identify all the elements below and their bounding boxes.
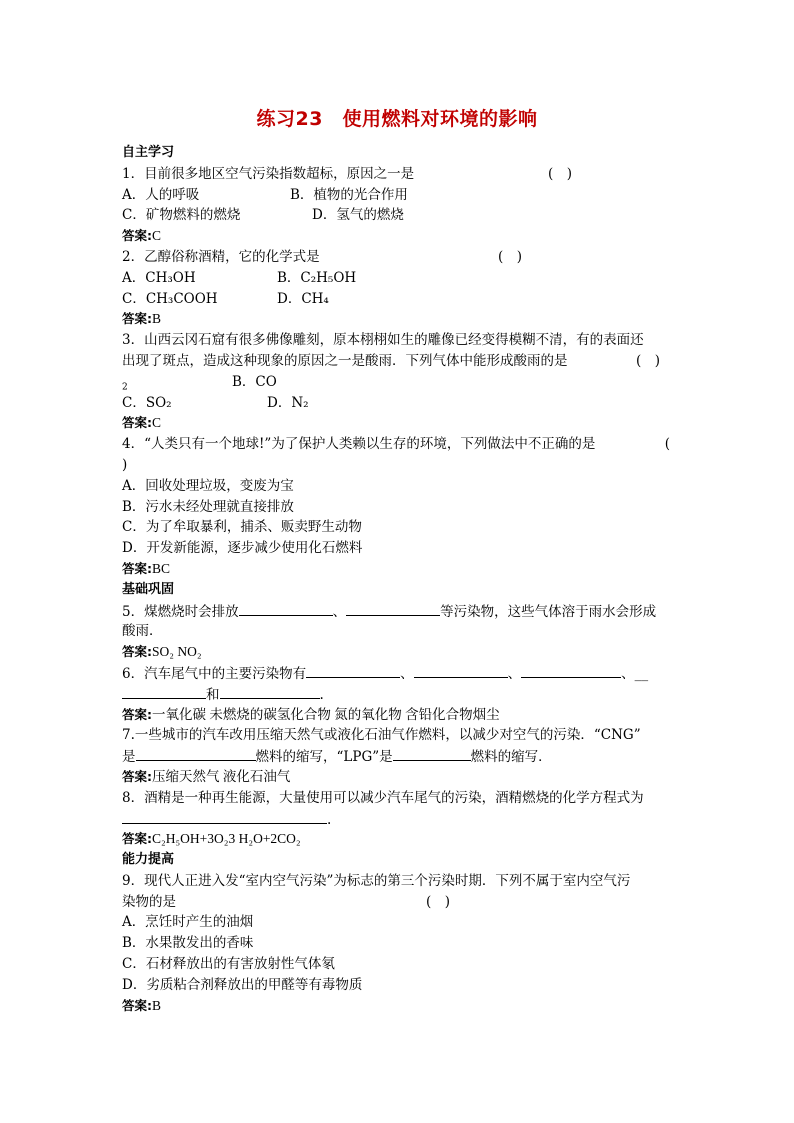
option-a: A．CH₃OH	[122, 269, 196, 286]
question-1-options-row2	[122, 205, 672, 226]
question-text: 是	[122, 749, 136, 766]
question-6-line1	[122, 663, 672, 684]
answer-label: 答案:	[122, 997, 152, 1013]
question-9-line1: 9．现代人正进入发“室内空气污染”为标志的第三个污染时期．下列不属于室内空气污	[122, 872, 631, 889]
question-2-options-row1	[122, 268, 672, 289]
separator: 、	[507, 665, 522, 682]
question-text: 燃料的缩写，“LPG”是	[255, 749, 393, 766]
option-a: A．回收处理垃圾，变废为宝	[122, 477, 294, 494]
answer-value: 一氧化碳 未燃烧的碳氢化合物 氮的氧化物 含铅化合物烟尘	[152, 706, 500, 722]
option-d: D．氢气的燃烧	[312, 207, 404, 224]
period: .	[319, 686, 324, 703]
fill-blank[interactable]	[122, 809, 327, 824]
option-a: A．烹饪时产生的油烟	[122, 914, 254, 931]
option-c: C．石材释放出的有害放射性气体氡	[122, 956, 335, 973]
section-heading: 基础巩固	[122, 581, 175, 597]
question-6-line2	[122, 684, 672, 705]
answer-value: B	[152, 997, 162, 1013]
question-text: 染物的是	[122, 893, 176, 910]
separator: 、	[400, 665, 414, 682]
fill-blank[interactable]	[136, 746, 256, 761]
separator: 、__	[621, 665, 649, 682]
page-title: 练习23 使用燃料对环境的影响	[256, 108, 538, 130]
fill-blank[interactable]	[393, 746, 471, 761]
option-b: B．水果散发出的香味	[122, 935, 254, 952]
option-b: B．CO	[232, 373, 277, 390]
option-a: A．人的呼吸	[122, 186, 200, 203]
question-3-line1: 3．山西云冈石窟有很多佛像雕刻，原本栩栩如生的雕像已经变得模糊不清，有的表面还	[122, 332, 644, 349]
option-c: C．SO₂	[122, 394, 172, 411]
question-text: 2．乙醇俗称酒精，它的化学式是	[122, 248, 320, 265]
question-3-line2	[122, 351, 672, 372]
answer-paren-open: (	[664, 436, 670, 453]
option-d: D．开发新能源，逐步减少使用化石燃料	[122, 540, 363, 557]
question-9-answer	[122, 996, 672, 1017]
question-2-answer	[122, 309, 672, 330]
question-1-answer	[122, 226, 672, 247]
answer-paren: ( )	[497, 248, 522, 265]
question-7-line2	[122, 746, 672, 767]
question-5-answer	[122, 642, 672, 663]
fill-blank[interactable]	[346, 601, 440, 616]
answer-label: 答案:	[122, 228, 152, 244]
answer-label: 答案:	[122, 560, 152, 576]
question-text: 燃料的缩写．	[470, 749, 552, 766]
question-text: 等污染物，这些气体溶于雨水会形成	[440, 603, 657, 620]
question-text: 1．目前很多地区空气污染指数超标，原因之一是	[122, 165, 415, 182]
question-3-options-row2	[122, 393, 672, 414]
answer-paren: ( )	[635, 352, 660, 369]
answer-paren-close: )	[122, 456, 128, 473]
option-d: D．劣质粘合剂释放出的甲醛等有毒物质	[122, 976, 363, 993]
option-c: C．矿物燃料的燃烧	[122, 207, 241, 224]
question-8-line2	[122, 809, 672, 830]
section-heading: 自主学习	[122, 145, 175, 160]
question-8-line1: 8．酒精是一种再生能源，大量使用可以减少汽车尾气的污染，酒精燃烧的化学方程式为	[122, 789, 644, 806]
answer-value: C	[152, 228, 162, 244]
question-1-options-row1	[122, 185, 672, 206]
question-4-line1	[122, 434, 672, 455]
question-8-answer	[122, 829, 672, 850]
answer-value: SO₂ NO₂	[152, 644, 202, 660]
fill-blank[interactable]	[414, 663, 508, 678]
answer-label: 答案:	[122, 831, 152, 847]
question-text: 出现了斑点，造成这种现象的原因之一是酸雨．下列气体中能形成酸雨的是	[122, 352, 568, 369]
document-page	[122, 105, 672, 1016]
option-b: B．污水未经处理就直接排放	[122, 498, 294, 515]
question-3-answer	[122, 413, 672, 434]
question-7-answer	[122, 767, 672, 788]
option-c: C．为了牟取暴利，捕杀、贩卖野生动物	[122, 519, 362, 536]
answer-value: C₂H₅OH+3O₂3 H₂O+2CO₂	[152, 831, 301, 847]
question-2-options-row2	[122, 289, 672, 310]
answer-value: BC	[152, 560, 171, 576]
fill-blank[interactable]	[122, 684, 206, 699]
option-c: C．CH₃COOH	[122, 290, 218, 307]
answer-label: 答案:	[122, 644, 152, 660]
option-d: D．N₂	[267, 394, 309, 411]
answer-paren: ( )	[547, 165, 572, 182]
question-3-options-row1	[122, 372, 672, 393]
option-b: B．C₂H₅OH	[277, 269, 357, 286]
option-a-fragment: 2	[122, 382, 128, 393]
answer-label: 答案:	[122, 706, 152, 722]
answer-value: B	[152, 311, 162, 327]
separator: 、	[332, 603, 347, 620]
question-text: 5．煤燃烧时会排放	[122, 603, 239, 620]
period: .	[327, 811, 332, 828]
question-2-stem	[122, 247, 672, 268]
question-7-line1: 7.一些城市的汽车改用压缩天然气或液化石油气作燃料，以减少对空气的污染．“CNG”	[122, 727, 641, 744]
question-6-answer	[122, 705, 672, 726]
answer-value: 压缩天然气 液化石油气	[152, 768, 291, 784]
question-1-stem	[122, 164, 672, 185]
question-text: 6．汽车尾气中的主要污染物有	[122, 665, 307, 682]
question-9-line2	[122, 892, 672, 913]
conjunction: 和	[206, 686, 220, 703]
question-text: 4．“人类只有一个地球!”为了保护人类赖以生存的环境，下列做法中不正确的是	[122, 436, 596, 453]
option-d: D．CH₄	[277, 290, 329, 307]
section-heading: 能力提高	[122, 852, 175, 868]
answer-label: 答案:	[122, 768, 152, 784]
answer-value: C	[152, 415, 162, 431]
fill-blank[interactable]	[306, 663, 400, 678]
question-5-line2: 酸雨．	[122, 623, 163, 640]
answer-label: 答案:	[122, 415, 152, 431]
answer-label: 答案:	[122, 311, 152, 327]
option-b: B．植物的光合作用	[290, 186, 408, 203]
answer-paren: ( )	[425, 893, 450, 910]
fill-blank[interactable]	[220, 684, 320, 699]
question-5-line1	[122, 601, 672, 622]
fill-blank[interactable]	[239, 601, 333, 616]
question-4-answer	[122, 559, 672, 580]
fill-blank[interactable]	[521, 663, 621, 678]
